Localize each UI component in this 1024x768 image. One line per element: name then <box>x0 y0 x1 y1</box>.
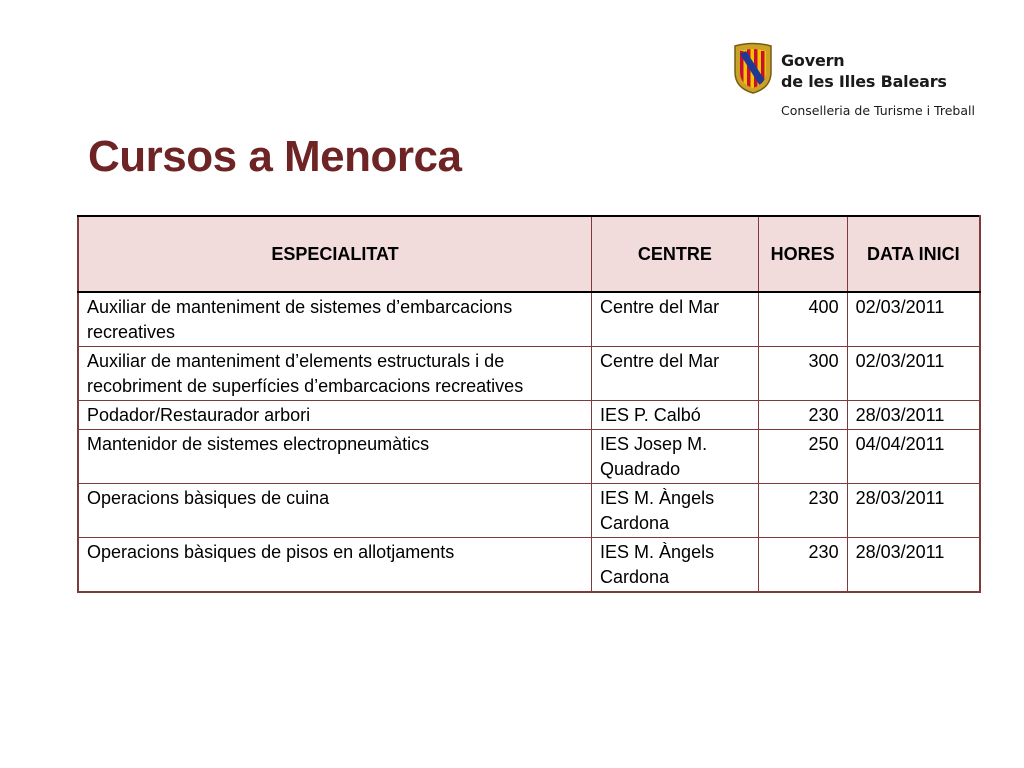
cell-hores: 250 <box>758 430 847 484</box>
column-header-especialitat: ESPECIALITAT <box>78 216 592 292</box>
cell-especialitat: Operacions bàsiques de pisos en allotjaments <box>78 538 592 593</box>
courses-table <box>77 215 981 593</box>
cell-centre: IES Josep M. Quadrado <box>592 430 759 484</box>
cell-especialitat: Auxiliar de manteniment d’elements estructurals i de recobriment de superfícies d’embarcacions recreatives <box>78 347 592 401</box>
table-header-row <box>78 216 980 292</box>
cell-data-inici: 28/03/2011 <box>847 401 980 430</box>
column-header-data-inici: DATA INICI <box>847 216 980 292</box>
government-logo <box>732 42 992 122</box>
table-row <box>78 538 980 593</box>
cell-hores: 230 <box>758 538 847 593</box>
logo-line-govern: Govern <box>781 51 845 70</box>
cell-centre: IES M. Àngels Cardona <box>592 538 759 593</box>
logo-conselleria: Conselleria de Turisme i Treball <box>781 103 975 118</box>
column-header-centre: CENTRE <box>592 216 759 292</box>
table-row <box>78 401 980 430</box>
page-title: Cursos a Menorca <box>88 132 462 181</box>
cell-especialitat: Operacions bàsiques de cuina <box>78 484 592 538</box>
cell-centre: Centre del Mar <box>592 347 759 401</box>
cell-centre: IES M. Àngels Cardona <box>592 484 759 538</box>
logo-line-illes-balears: de les Illes Balears <box>781 72 947 91</box>
table-row <box>78 292 980 347</box>
cell-centre: IES P. Calbó <box>592 401 759 430</box>
cell-especialitat: Auxiliar de manteniment de sistemes d’embarcacions recreatives <box>78 292 592 347</box>
cell-especialitat: Podador/Restaurador arbori <box>78 401 592 430</box>
column-header-hores: HORES <box>758 216 847 292</box>
table-row <box>78 347 980 401</box>
coat-of-arms-icon <box>732 42 774 94</box>
cell-data-inici: 04/04/2011 <box>847 430 980 484</box>
table-row <box>78 484 980 538</box>
cell-especialitat: Mantenidor de sistemes electropneumàtics <box>78 430 592 484</box>
cell-data-inici: 02/03/2011 <box>847 292 980 347</box>
cell-centre: Centre del Mar <box>592 292 759 347</box>
cell-hores: 300 <box>758 347 847 401</box>
cell-data-inici: 28/03/2011 <box>847 538 980 593</box>
cell-hores: 400 <box>758 292 847 347</box>
cell-data-inici: 28/03/2011 <box>847 484 980 538</box>
cell-data-inici: 02/03/2011 <box>847 347 980 401</box>
cell-hores: 230 <box>758 401 847 430</box>
cell-hores: 230 <box>758 484 847 538</box>
table-row <box>78 430 980 484</box>
